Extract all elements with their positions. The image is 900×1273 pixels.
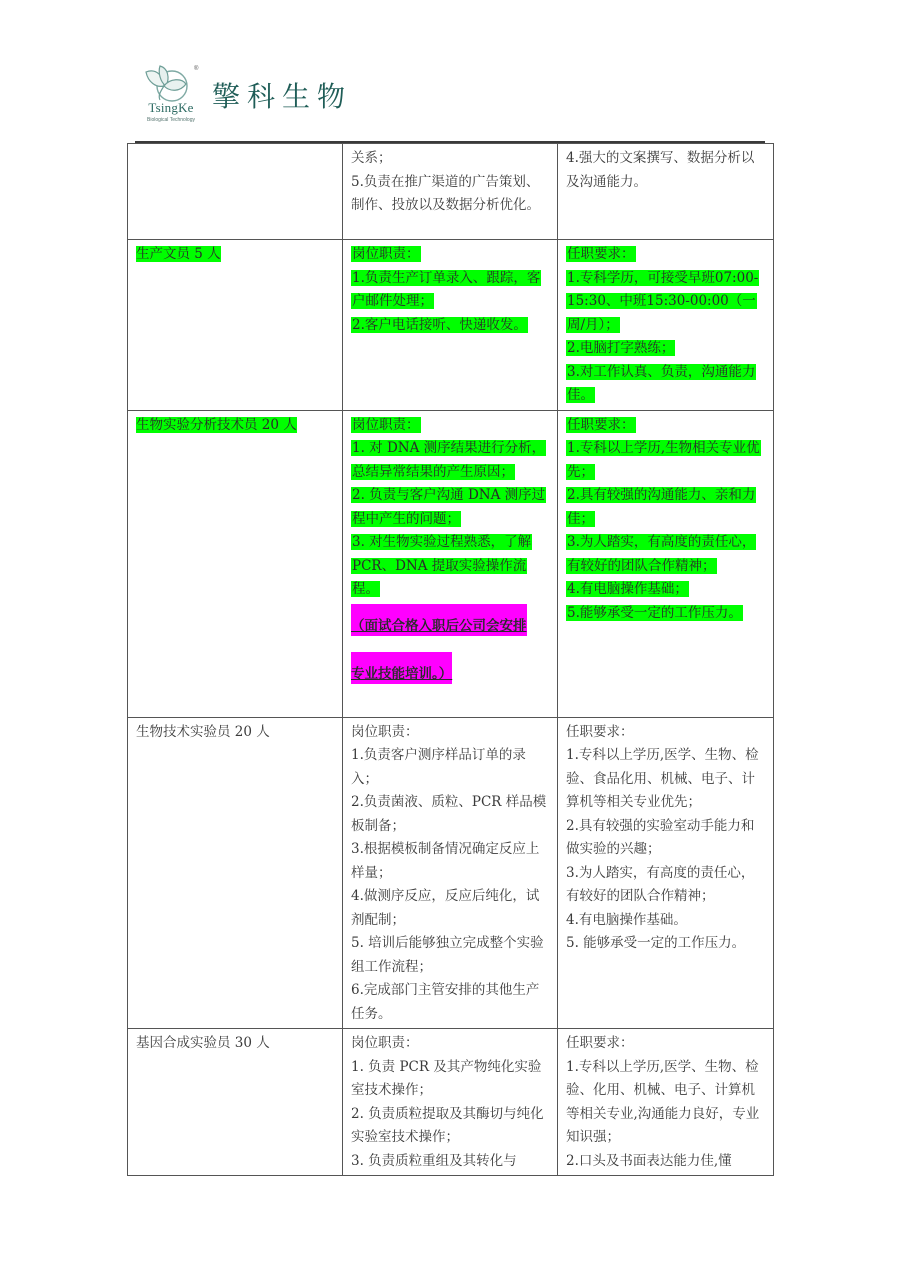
requirement-item: 4.强大的文案撰写、数据分析以及沟通能力。: [566, 150, 755, 190]
position-cell: [128, 144, 343, 240]
requirements-cell: [558, 410, 774, 717]
requirements-cell: [558, 144, 774, 240]
requirement-item: 1.专科以上学历,生物相关专业优先；: [567, 440, 760, 480]
duty-item: 2. 负责质粒提取及其酶切与纯化实验室技术操作；: [351, 1105, 544, 1145]
training-note-line: 专业技能培训。）: [351, 652, 452, 684]
duty-item: 1.负责生产订单录入、跟踪，客户邮件处理；: [352, 269, 541, 309]
duty-item: 5. 培训后能够独立完成整个实验组工作流程；: [351, 935, 544, 975]
requirements-title: 任职要求：: [567, 246, 635, 262]
brand-subtitle: Biological Technology: [147, 117, 195, 123]
brand-name-cn: 擎科生物: [212, 80, 353, 113]
requirement-item: 2.具有较强的实验室动手能力和做实验的兴趣；: [566, 817, 755, 857]
job-table-container: [127, 143, 773, 1176]
duty-item: 2.负责菌液、质粒、PCR 样品模板制备；: [351, 794, 547, 834]
duties-title: 岗位职责：: [352, 416, 420, 433]
requirements-title: 任职要求：: [566, 1035, 634, 1051]
table-row: [128, 1029, 774, 1176]
requirement-item: 5. 能够承受一定的工作压力。: [566, 935, 746, 951]
requirements-cell: [558, 717, 774, 1029]
registered-mark: ®: [194, 66, 199, 72]
duty-item: 3. 负责质粒重组及其转化与: [351, 1152, 517, 1169]
duty-item: 3. 对生物实验过程熟悉，了解 PCR、DNA 提取实验操作流程。: [352, 534, 532, 597]
duty-item: 4.做测序反应，反应后纯化，试剂配制；: [351, 888, 540, 928]
position-cell: [128, 717, 343, 1029]
duty-item: 2.客户电话接听、快递收发。: [352, 316, 527, 333]
training-note: [351, 602, 551, 650]
duty-item: 关系；: [351, 150, 392, 166]
requirement-item: 2.电脑打字熟练；: [567, 340, 675, 356]
requirement-item: 1.专科以上学历,医学、生物、检验、食品化用、机械、电子、计算机等相关专业优先；: [566, 747, 759, 810]
duty-item: 1. 负责 PCR 及其产物纯化实验室技术操作；: [351, 1058, 542, 1098]
requirements-cell: [558, 240, 774, 411]
duties-cell: [343, 1029, 558, 1176]
training-note-line: （面试合格入职后公司会安排: [351, 604, 527, 636]
duties-cell: [343, 410, 558, 717]
requirements-title: 任职要求：: [566, 723, 634, 740]
requirement-item: 5.能够承受一定的工作压力。: [567, 604, 742, 621]
page-header: [138, 62, 358, 126]
requirement-item: 2.具有较强的沟通能力、亲和力佳；: [567, 487, 756, 527]
table-row: [128, 240, 774, 411]
requirement-item: 1.专科以上学历,医学、生物、检验、化用、机械、电子、计算机等相关专业,沟通能力良好，专业知识强；: [566, 1058, 760, 1145]
position-cell: [128, 410, 343, 717]
duty-item: 3.根据模板制备情况确定反应上样量；: [351, 841, 540, 881]
duties-cell: [343, 240, 558, 411]
requirement-item: 4.有电脑操作基础。: [566, 911, 687, 928]
training-note: [351, 650, 551, 698]
position-cell: [128, 1029, 343, 1176]
position-name: 生物实验分析技术员 20 人: [136, 416, 297, 433]
requirement-item: 2.口头及书面表达能力佳,懂: [566, 1152, 732, 1169]
duty-item: 1.负责客户测序样品订单的录入；: [351, 747, 526, 787]
position-name: 基因合成实验员 30 人: [136, 1035, 270, 1051]
duties-title: 岗位职责：: [351, 723, 419, 740]
requirements-cell: [558, 1029, 774, 1176]
requirement-item: 3.为人踏实，有高度的责任心，有较好的团队合作精神；: [566, 864, 755, 904]
requirement-item: 3.为人踏实，有高度的责任心，有较好的团队合作精神；: [567, 534, 756, 574]
duty-item: 5.负责在推广渠道的广告策划、制作、投放以及数据分析优化。: [351, 173, 540, 213]
duties-title: 岗位职责：: [352, 246, 420, 262]
duties-title: 岗位职责：: [351, 1035, 419, 1051]
duty-item: 2. 负责与客户沟通 DNA 测序过程中产生的问题；: [352, 487, 546, 527]
requirements-title: 任职要求：: [567, 416, 635, 433]
job-table: [127, 143, 774, 1176]
duty-item: 1. 对 DNA 测序结果进行分析，总结异常结果的产生原因；: [352, 440, 546, 480]
requirement-item: 3.对工作认真、负责，沟通能力佳。: [567, 363, 756, 403]
brand-name-en: TsingKe: [148, 100, 194, 115]
duties-cell: [343, 144, 558, 240]
table-row: [128, 410, 774, 717]
table-row: [128, 144, 774, 240]
position-name: 生产文员 5 人: [136, 246, 221, 262]
duty-item: 6.完成部门主管安排的其他生产任务。: [351, 982, 540, 1022]
position-name: 生物技术实验员 20 人: [136, 723, 270, 740]
requirement-item: 1.专科学历，可接受早班07:00-15:30、中班15:30-00:00（一周/月）；: [567, 269, 759, 333]
table-row: [128, 717, 774, 1029]
requirement-item: 4.有电脑操作基础；: [567, 581, 688, 597]
position-cell: [128, 240, 343, 411]
duties-cell: [343, 717, 558, 1029]
